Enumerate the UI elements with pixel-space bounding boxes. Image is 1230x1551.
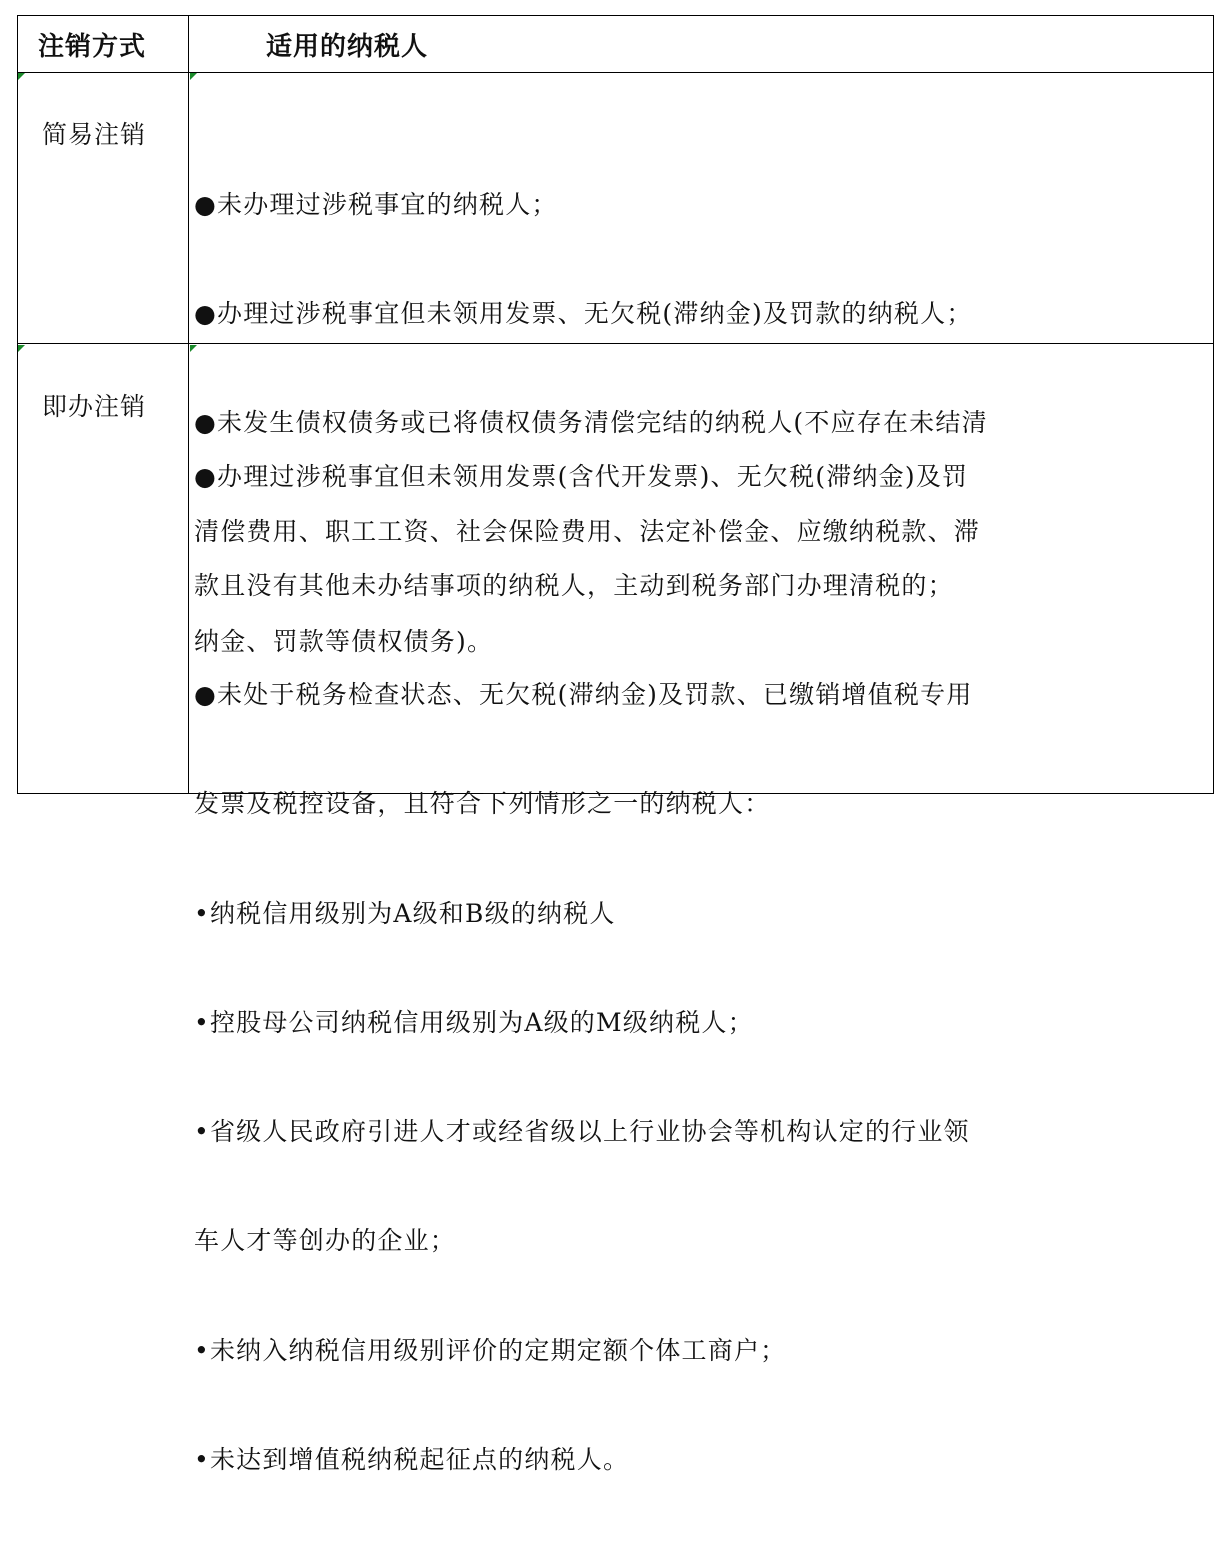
content-line: 纳金、罚款等债权债务)。 [194,626,494,656]
content-line: •未纳入纳税信用级别评价的定期定额个体工商户； [194,1335,787,1365]
content-line: 款且没有其他未办结事项的纳税人，主动到税务部门办理清税的； [194,571,954,601]
content-line: •控股母公司纳税信用级别为A级的M级纳税人； [194,1007,754,1037]
content-line: •未达到增值税纳税起征点的纳税人。 [194,1444,630,1474]
content-line: ●未发生债权债务或已将债权债务清偿完结的纳税人(不应存在未结清 [194,408,988,438]
row-simple-method: 简易注销 [42,120,147,149]
content-line: ●未处于税务检查状态、无欠税(滞纳金)及罚款、已缴销增值税专用 [194,680,973,710]
tax-deregistration-table [17,15,1214,1474]
content-line: ●办理过涉税事宜但未领用发票(含代开发票)、无欠税(滞纳金)及罚 [194,461,969,491]
content-line: 清偿费用、职工工资、社会保险费用、法定补偿金、应缴纳税款、滞 [194,517,981,547]
cell-marker [18,73,25,80]
content-line: •省级人民政府引进人才或经省级以上行业协会等机构认定的行业领 [194,1117,970,1147]
row-instant-content [194,386,973,1551]
content-line: •纳税信用级别为A级和B级的纳税人 [194,898,616,928]
content-line: ●未办理过涉税事宜的纳税人； [194,189,558,219]
header-divider [18,72,1213,73]
cell-marker [18,345,25,352]
column-divider [188,16,189,793]
header-applicable-taxpayers: 适用的纳税人 [266,32,429,62]
cell-marker [190,73,197,80]
row-instant-method: 即办注销 [42,392,147,421]
header-method: 注销方式 [38,32,147,62]
content-line: 车人才等创办的企业； [194,1226,457,1256]
content-line: 发票及税控设备，且符合下列情形之一的纳税人： [194,789,771,819]
content-line: ●办理过涉税事宜但未领用发票、无欠税(滞纳金)及罚款的纳税人； [194,299,973,329]
